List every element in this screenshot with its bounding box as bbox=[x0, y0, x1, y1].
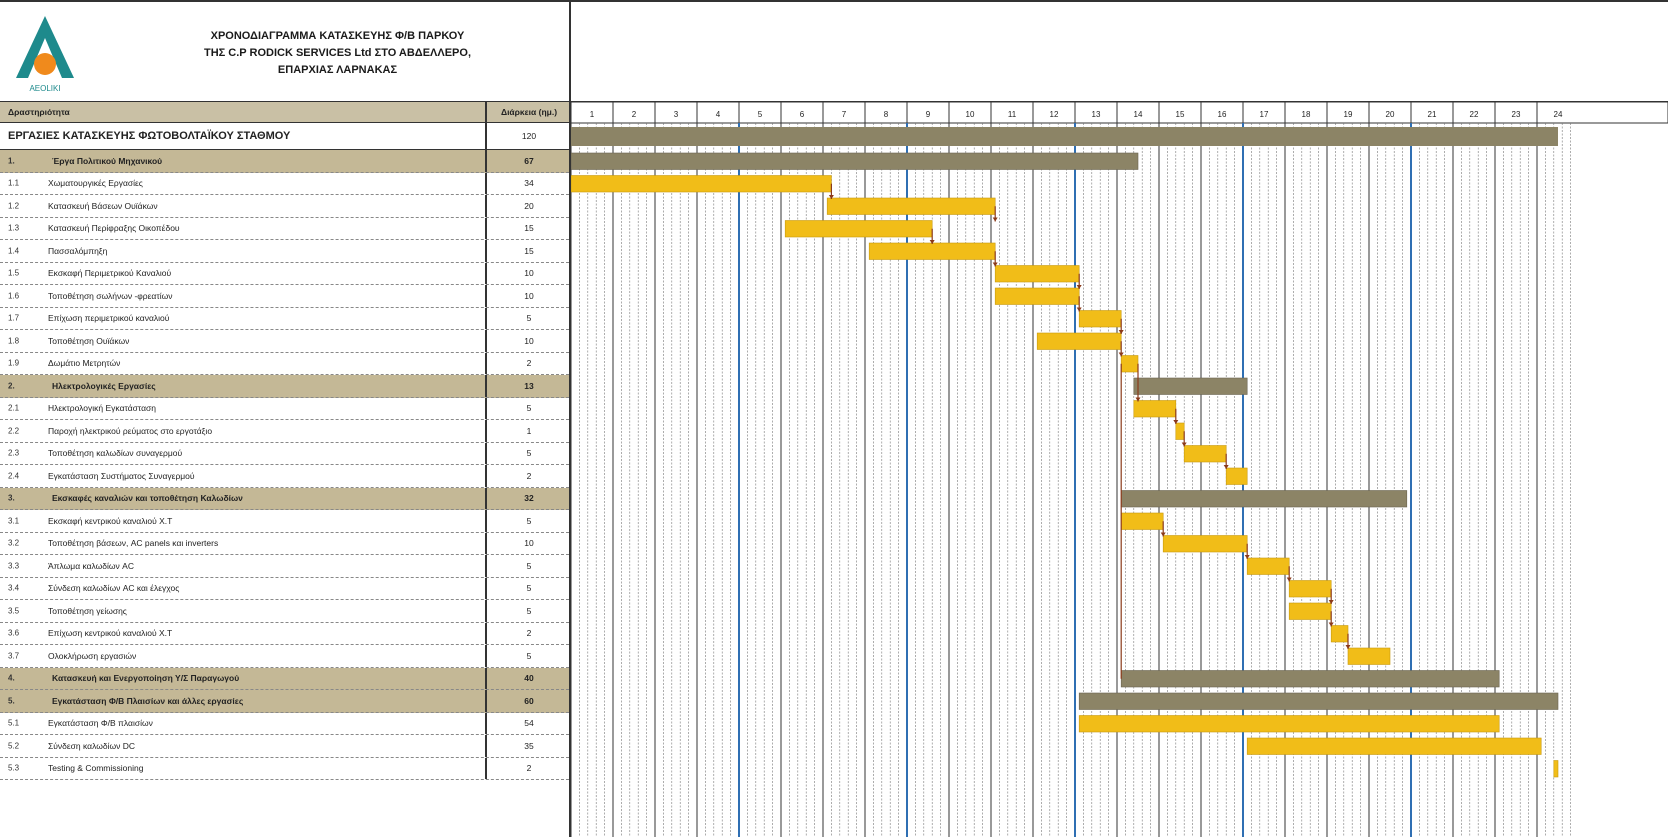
task-duration: 40 bbox=[485, 668, 571, 690]
task-bar bbox=[1348, 648, 1390, 665]
task-duration: 5 bbox=[485, 555, 571, 577]
task-bar bbox=[1331, 626, 1348, 643]
task-name: Πασσαλόμπηξη bbox=[48, 245, 108, 256]
task-duration: 10 bbox=[485, 330, 571, 352]
summary-bar bbox=[571, 153, 1138, 170]
week-label: 22 bbox=[1469, 110, 1479, 119]
task-row bbox=[0, 353, 569, 376]
week-label: 6 bbox=[799, 110, 805, 119]
task-row bbox=[0, 735, 569, 758]
summary-bar bbox=[1134, 378, 1247, 395]
document-header bbox=[0, 0, 1668, 102]
task-name: Παροχή ηλεκτρικού ρεύματος στο εργοτάξιο bbox=[48, 425, 213, 436]
aeoliki-logo bbox=[12, 14, 78, 94]
task-row bbox=[0, 218, 569, 241]
task-row bbox=[0, 173, 569, 196]
task-duration: 5 bbox=[485, 398, 571, 420]
week-label: 21 bbox=[1427, 110, 1437, 119]
task-name: Ηλεκτρολογική Εγκατάσταση bbox=[48, 403, 157, 414]
task-code: 2.2 bbox=[8, 426, 20, 436]
task-code: 5.2 bbox=[8, 741, 20, 751]
task-bar bbox=[1184, 446, 1226, 463]
task-name: Επίχωση περιμετρικού καναλιού bbox=[48, 313, 170, 324]
task-duration: 67 bbox=[485, 150, 571, 172]
task-duration: 2 bbox=[485, 353, 571, 375]
task-code: 1.8 bbox=[8, 336, 20, 346]
week-label: 14 bbox=[1133, 110, 1143, 119]
task-name: Επίχωση κεντρικού καναλιού Χ.Τ bbox=[48, 628, 173, 639]
week-label: 17 bbox=[1259, 110, 1269, 119]
task-bar bbox=[1289, 581, 1331, 598]
week-label: 24 bbox=[1553, 110, 1563, 119]
task-code: 3.5 bbox=[8, 606, 20, 616]
task-row bbox=[0, 623, 569, 646]
group-row bbox=[0, 375, 569, 398]
task-duration: 34 bbox=[485, 173, 571, 195]
task-duration: 54 bbox=[485, 713, 571, 735]
task-bar bbox=[571, 176, 831, 193]
task-row bbox=[0, 713, 569, 736]
task-row bbox=[0, 420, 569, 443]
task-code: 2.3 bbox=[8, 448, 20, 458]
task-row bbox=[0, 533, 569, 556]
task-duration: 5 bbox=[485, 645, 571, 667]
week-label: 19 bbox=[1343, 110, 1353, 119]
task-bar bbox=[1121, 513, 1163, 530]
task-duration: 5 bbox=[485, 443, 571, 465]
task-row bbox=[0, 240, 569, 263]
task-name: Τοποθέτηση γείωσης bbox=[48, 605, 127, 616]
task-name: Εγκατάσταση Φ/Β Πλαισίων και άλλες εργασίες bbox=[52, 695, 244, 706]
summary-bar bbox=[1121, 671, 1499, 688]
task-code: 1.5 bbox=[8, 268, 20, 278]
task-row bbox=[0, 195, 569, 218]
task-row bbox=[0, 645, 569, 668]
task-name: Άπλωμα καλωδίων AC bbox=[48, 560, 134, 571]
task-code: 2.4 bbox=[8, 471, 20, 481]
task-code: 1.4 bbox=[8, 246, 20, 256]
week-label: 9 bbox=[925, 110, 931, 119]
task-name: Κατασκευή Βάσεων Ουϊάκων bbox=[48, 200, 158, 211]
document-title bbox=[110, 28, 565, 79]
task-code: 1.3 bbox=[8, 223, 20, 233]
task-row bbox=[0, 758, 569, 781]
task-name: Δωμάτιο Μετρητών bbox=[48, 358, 121, 369]
task-row bbox=[0, 285, 569, 308]
task-bar bbox=[1121, 356, 1138, 373]
task-name: Χωματουργικές Εργασίες bbox=[48, 178, 143, 189]
task-name: Ολοκλήρωση εργασιών bbox=[48, 650, 137, 661]
task-bar bbox=[1247, 738, 1541, 755]
task-duration: 1 bbox=[485, 420, 571, 442]
summary-bar bbox=[1079, 693, 1558, 710]
task-bar bbox=[1247, 558, 1289, 575]
main-title-duration: 120 bbox=[485, 123, 571, 149]
arrow-head bbox=[993, 218, 998, 222]
title-line-3: ΕΠΑΡΧΙΑΣ ΛΑΡΝΑΚΑΣ bbox=[277, 64, 398, 76]
task-row bbox=[0, 330, 569, 353]
week-label: 23 bbox=[1511, 110, 1521, 119]
gantt-chart bbox=[571, 102, 1668, 837]
task-name: Έργα Πολιτικού Μηχανικού bbox=[52, 155, 163, 166]
task-duration: 5 bbox=[485, 600, 571, 622]
task-duration: 10 bbox=[485, 263, 571, 285]
task-duration: 20 bbox=[485, 195, 571, 217]
activity-column-header: Δραστηριότητα bbox=[8, 107, 70, 117]
task-bar bbox=[1079, 311, 1121, 328]
task-duration: 5 bbox=[485, 510, 571, 532]
week-label: 13 bbox=[1091, 110, 1101, 119]
task-duration: 15 bbox=[485, 240, 571, 262]
task-bar bbox=[1226, 468, 1247, 485]
week-header-band bbox=[571, 102, 1668, 123]
group-row bbox=[0, 488, 569, 511]
task-duration: 2 bbox=[485, 758, 571, 780]
column-header-row bbox=[0, 102, 569, 123]
task-duration: 2 bbox=[485, 465, 571, 487]
week-label: 2 bbox=[631, 110, 637, 119]
week-label: 5 bbox=[757, 110, 763, 119]
task-code: 5. bbox=[8, 696, 15, 706]
task-duration: 60 bbox=[485, 690, 571, 712]
task-name: Τοποθέτηση σωλήνων -φρεατίων bbox=[48, 290, 173, 301]
task-bar bbox=[1163, 536, 1247, 553]
group-row bbox=[0, 668, 569, 691]
task-code: 1.1 bbox=[8, 178, 20, 188]
main-title-row bbox=[0, 123, 569, 150]
task-code: 3.7 bbox=[8, 651, 20, 661]
task-code: 1.9 bbox=[8, 358, 20, 368]
week-label: 7 bbox=[841, 110, 847, 119]
task-bar bbox=[827, 198, 995, 215]
task-bar bbox=[1554, 761, 1558, 778]
task-row bbox=[0, 578, 569, 601]
task-bar bbox=[995, 266, 1079, 283]
task-row bbox=[0, 510, 569, 533]
week-label: 12 bbox=[1049, 110, 1059, 119]
task-duration: 35 bbox=[485, 735, 571, 757]
task-name: Εγκατάσταση Φ/Β πλαισίων bbox=[48, 718, 153, 729]
task-name: Εκσκαφή Περιμετρικού Καναλιού bbox=[48, 268, 172, 279]
week-label: 4 bbox=[715, 110, 721, 119]
group-row bbox=[0, 690, 569, 713]
task-code: 1. bbox=[8, 156, 15, 166]
task-code: 3.6 bbox=[8, 628, 20, 638]
task-duration: 10 bbox=[485, 285, 571, 307]
week-label: 11 bbox=[1007, 110, 1017, 119]
task-code: 5.1 bbox=[8, 718, 20, 728]
week-label: 18 bbox=[1301, 110, 1311, 119]
task-name: Εγκατάσταση Συστήματος Συναγερμού bbox=[48, 470, 195, 481]
task-duration: 10 bbox=[485, 533, 571, 555]
title-line-2: ΤΗΣ C.P RODICK SERVICES Ltd ΣΤΟ ΑΒΔΕΛΛΕΡΟ, bbox=[203, 47, 472, 59]
task-name: Εκσκαφή κεντρικού καναλιού Χ.Τ bbox=[48, 515, 173, 526]
task-row bbox=[0, 465, 569, 488]
task-code: 3.4 bbox=[8, 583, 20, 593]
week-label: 16 bbox=[1217, 110, 1227, 119]
task-name: Ηλεκτρολογικές Εργασίες bbox=[52, 380, 156, 391]
task-code: 1.2 bbox=[8, 201, 20, 211]
task-code: 4. bbox=[8, 673, 15, 683]
task-name: Τοποθέτηση καλωδίων συναγερμού bbox=[48, 448, 183, 459]
week-label: 1 bbox=[589, 110, 595, 119]
task-name: Σύνδεση καλωδίων DC bbox=[48, 740, 135, 751]
task-name: Τοποθέτηση Ουϊάκων bbox=[48, 335, 130, 346]
week-label: 10 bbox=[965, 110, 975, 119]
task-code: 3.2 bbox=[8, 538, 20, 548]
summary-bar bbox=[571, 127, 1558, 146]
task-code: 3.1 bbox=[8, 516, 20, 526]
task-row bbox=[0, 398, 569, 421]
task-bar bbox=[1289, 603, 1331, 620]
task-duration: 5 bbox=[485, 308, 571, 330]
logo-text: AEOLIKI bbox=[29, 84, 61, 93]
week-label: 8 bbox=[883, 110, 889, 119]
task-bar bbox=[1037, 333, 1121, 350]
task-code: 1.7 bbox=[8, 313, 20, 323]
task-duration: 32 bbox=[485, 488, 571, 510]
group-row bbox=[0, 150, 569, 173]
task-bar bbox=[869, 243, 995, 260]
duration-column-header: Διάρκεια (ημ.) bbox=[485, 102, 571, 122]
task-row bbox=[0, 263, 569, 286]
task-duration: 5 bbox=[485, 578, 571, 600]
task-bar bbox=[785, 221, 932, 238]
task-name: Κατασκευή Περίφραξης Οικοπέδου bbox=[48, 223, 180, 234]
task-row bbox=[0, 443, 569, 466]
title-line-1: ΧΡΟΝΟΔΙΑΓΡΑΜΜΑ ΚΑΤΑΣΚΕΥΗΣ Φ/Β ΠΑΡΚΟΥ bbox=[210, 30, 465, 42]
task-row bbox=[0, 308, 569, 331]
task-row bbox=[0, 600, 569, 623]
task-duration: 2 bbox=[485, 623, 571, 645]
task-bar bbox=[1134, 401, 1176, 418]
task-duration: 15 bbox=[485, 218, 571, 240]
task-name: Κατασκευή και Ενεργοποίηση Υ/Σ Παραγωγού bbox=[52, 673, 240, 684]
summary-bar bbox=[1121, 491, 1407, 508]
week-label: 15 bbox=[1175, 110, 1185, 119]
main-title-name: ΕΡΓΑΣΙΕΣ ΚΑΤΑΣΚΕΥΗΣ ΦΩΤΟΒΟΛΤΑΪΚΟΥ ΣΤΑΘΜΟΥ bbox=[8, 130, 291, 142]
task-code: 3. bbox=[8, 493, 15, 503]
task-name: Testing & Commissioning bbox=[48, 763, 144, 774]
task-bar bbox=[995, 288, 1079, 305]
task-name: Εκσκαφές καναλιών και τοποθέτηση Καλωδίων bbox=[52, 493, 243, 504]
task-code: 3.3 bbox=[8, 561, 20, 571]
week-label: 20 bbox=[1385, 110, 1395, 119]
task-code: 2. bbox=[8, 381, 15, 391]
task-code: 2.1 bbox=[8, 403, 20, 413]
task-name: Τοποθέτηση βάσεων, AC panels και inverters bbox=[48, 538, 219, 549]
task-duration: 13 bbox=[485, 375, 571, 397]
task-code: 5.3 bbox=[8, 763, 20, 773]
task-code: 1.6 bbox=[8, 291, 20, 301]
task-bar bbox=[1176, 423, 1184, 440]
week-label: 3 bbox=[673, 110, 679, 119]
task-row bbox=[0, 555, 569, 578]
task-name: Σύνδεση καλωδίων AC και έλεγχος bbox=[48, 583, 180, 594]
task-bar bbox=[1079, 716, 1499, 733]
